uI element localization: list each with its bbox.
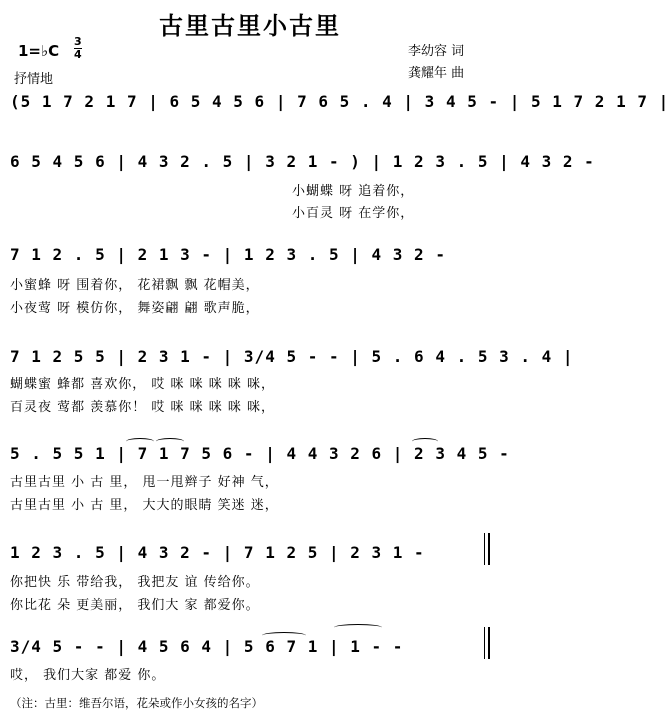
lyrics-row-5-verse-2: 古里古里 小 古 里， 大大的眼睛 笑迷 迷，	[10, 498, 279, 513]
slur-mark	[334, 624, 382, 631]
time-signature-bottom: 4	[74, 48, 82, 61]
final-barline	[488, 627, 490, 659]
final-barline	[484, 627, 485, 659]
lyrics-row-4-verse-2: 百灵夜 莺都 羡慕你！ 哎 咪 咪 咪 咪 咪，	[10, 400, 276, 415]
final-barline	[488, 533, 490, 565]
notation-row-1: (5 1 7 2 1 7 | 6 5 4 5 6 | 7 6 5 . 4 | 3 4 5 - | 5 1 7 2 1 7 |	[10, 92, 669, 111]
lyrics-row-2-verse-2: 小百灵 呀 在学你，	[292, 206, 415, 221]
footnote: （注：古里：维吾尔语，花朵或作小女孩的名字）	[10, 696, 263, 710]
lyrics-row-7: 哎， 我们大家 都爱 你。	[10, 668, 166, 683]
notation-row-3: 7 1 2 . 5 | 2 1 3 - | 1 2 3 . 5 | 4 3 2 -	[10, 245, 446, 264]
notation-row-4: 7 1 2 5 5 | 2 3 1 - | 3/4 5 - - | 5 . 6 4 . 5 3 . 4 |	[10, 347, 574, 366]
final-barline	[484, 533, 485, 565]
time-signature-top: 3	[74, 35, 82, 48]
song-title: 古里古里小古里	[159, 12, 341, 40]
key-signature: 1=♭C	[18, 42, 60, 60]
tempo-marking: 抒情地	[14, 72, 54, 87]
notation-row-5: 5 . 5 5 1 | 7 1 7 5 6 - | 4 4 3 2 6 | 2 3 4 5 -	[10, 444, 510, 463]
lyrics-row-2-verse-1: 小蝴蝶 呀 追着你，	[292, 184, 415, 199]
composer-credit: 龚耀年 曲	[408, 66, 465, 81]
notation-row-2: 6 5 4 5 6 | 4 3 2 . 5 | 3 2 1 - ) | 1 2 3 . 5 | 4 3 2 -	[10, 152, 595, 171]
lyrics-row-4-verse-1: 蝴蝶蜜 蜂都 喜欢你， 哎 咪 咪 咪 咪 咪，	[10, 377, 276, 392]
lyrics-row-3-verse-2: 小夜莺 呀 模仿你， 舞姿翩 翩 歌声脆，	[10, 301, 260, 316]
notation-row-6: 1 2 3 . 5 | 4 3 2 - | 7 1 2 5 | 2 3 1 -	[10, 543, 425, 562]
notation-row-7: 3/4 5 - - | 4 5 6 4 | 5 6 7 1 | 1 - -	[10, 637, 404, 656]
lyrics-row-5-verse-1: 古里古里 小 古 里， 甩一甩辫子 好神 气，	[10, 475, 279, 490]
lyrics-row-6-verse-2: 你比花 朵 更美丽， 我们大 家 都爱你。	[10, 598, 260, 613]
lyrics-row-3-verse-1: 小蜜蜂 呀 围着你， 花裙飘 飘 花帽美，	[10, 278, 260, 293]
time-signature	[74, 36, 82, 61]
lyrics-row-6-verse-1: 你把快 乐 带给我， 我把友 谊 传给你。	[10, 575, 260, 590]
lyricist-credit: 李幼容 词	[408, 44, 465, 59]
